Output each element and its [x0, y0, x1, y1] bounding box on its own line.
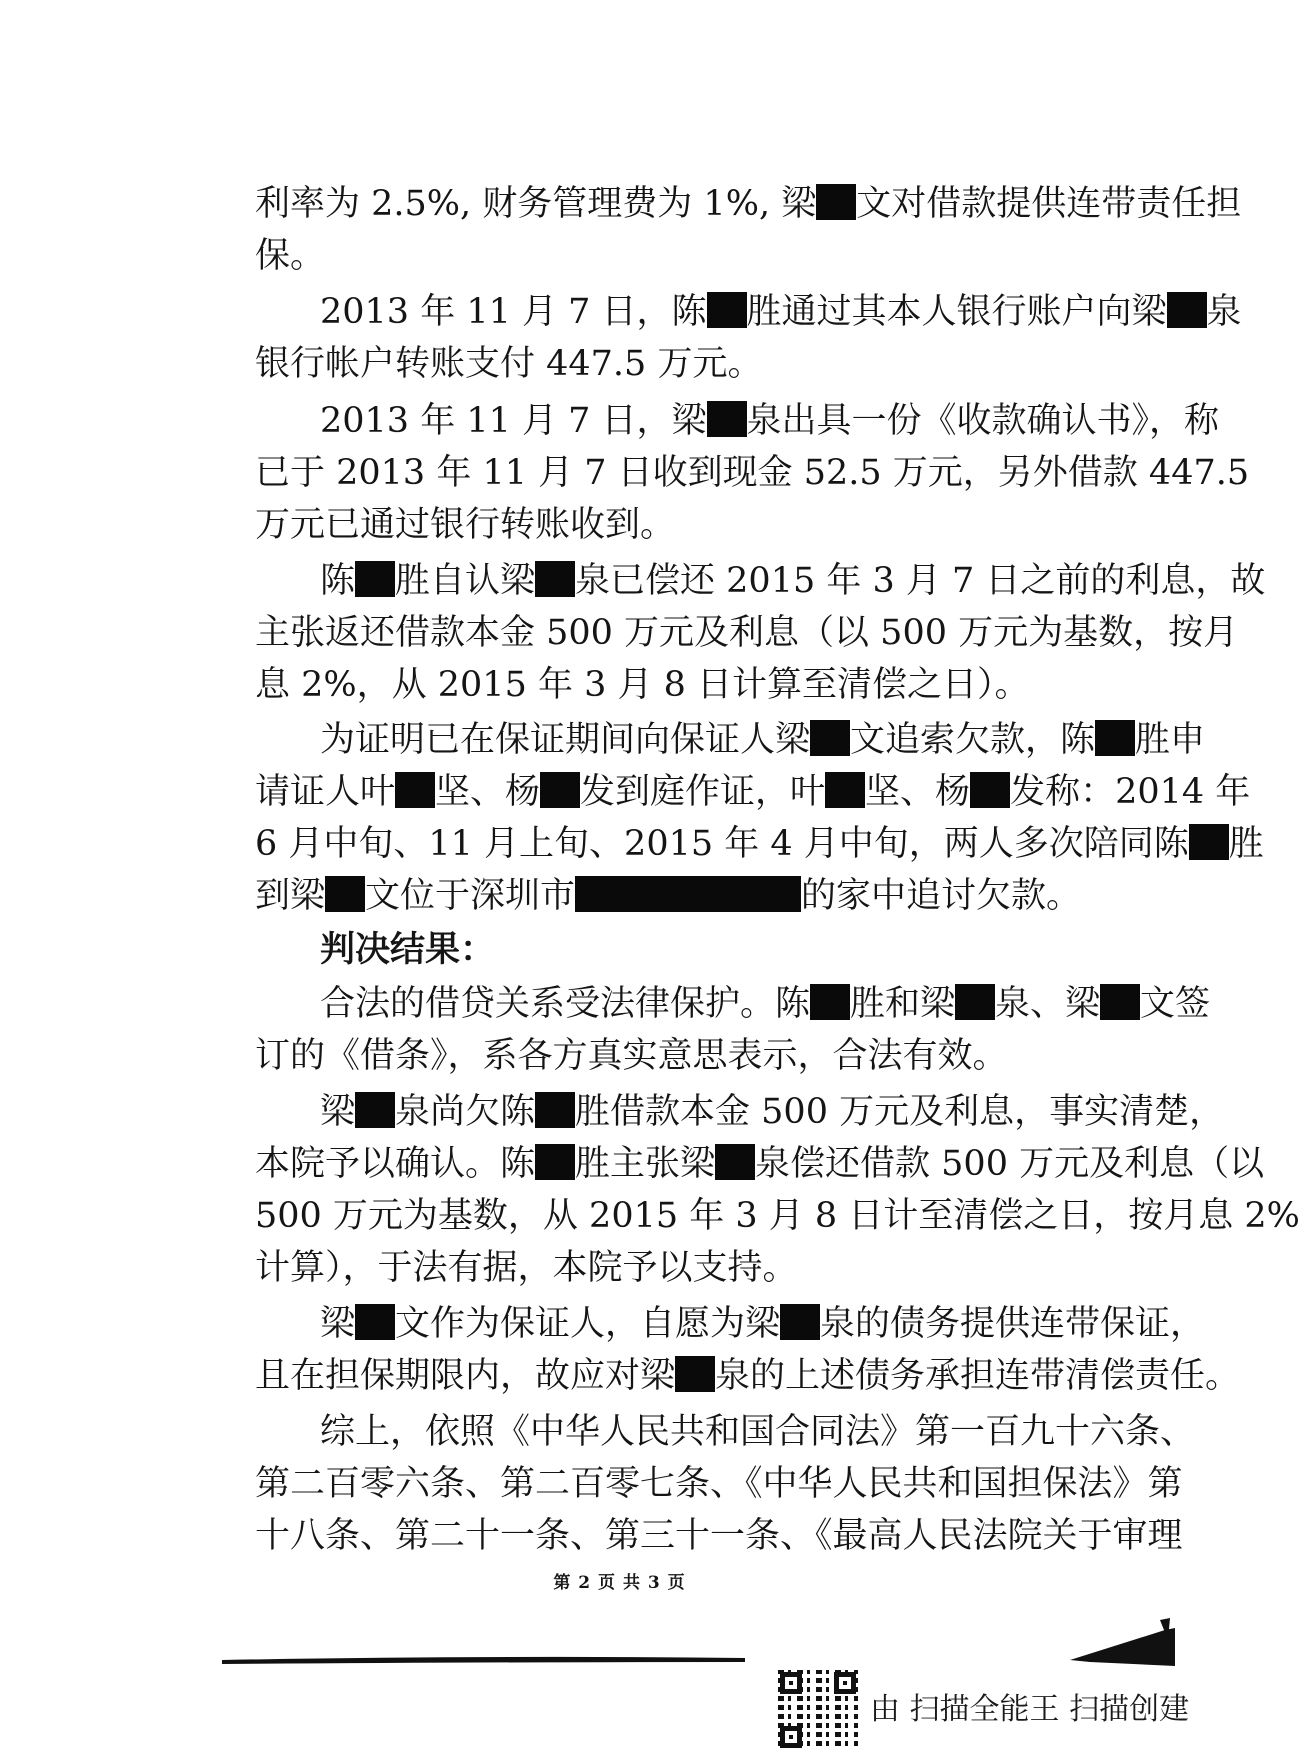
redaction-block — [355, 561, 395, 597]
redaction-block — [1100, 984, 1140, 1020]
text-line: 十八条、第二十一条、第三十一条、《最高人民法院关于审理 — [255, 1516, 1183, 1556]
text-line: 万元已通过银行转账收到。 — [255, 505, 676, 545]
scanner-watermark: 由 扫描全能王 扫描创建 — [870, 1692, 1190, 1727]
redaction-block — [535, 561, 575, 597]
redaction-block — [325, 876, 365, 912]
text-line: 请证人叶 坚、杨 发到庭作证，叶 坚、杨 发称：2014 年 — [255, 772, 1251, 812]
text-line: 500 万元为基数，从 2015 年 3 月 8 日计至清偿之日，按月息 2% — [255, 1196, 1300, 1236]
text-line: 息 2%，从 2015 年 3 月 8 日计算至清偿之日）。 — [255, 665, 1030, 705]
text-line: 6 月中旬、11 月上旬、2015 年 4 月中旬，两人多次陪同陈 胜 — [255, 824, 1264, 864]
redaction-block — [535, 1144, 575, 1180]
text-line: 主张返还借款本金 500 万元及利息（以 500 万元为基数，按月 — [255, 613, 1239, 653]
text-line: 梁 泉尚欠陈 胜借款本金 500 万元及利息，事实清楚， — [320, 1092, 1225, 1132]
redaction-block — [355, 1304, 395, 1340]
redaction-block — [810, 720, 850, 756]
text-line: 保。 — [255, 236, 326, 276]
redaction-block — [707, 292, 747, 328]
redaction-block — [780, 1304, 820, 1340]
section-heading: 判决结果： — [320, 929, 496, 970]
redaction-block — [355, 1092, 395, 1128]
redaction-block — [395, 772, 435, 808]
page-number: 第 2 页 共 3 页 — [553, 1573, 686, 1593]
qr-code-icon — [778, 1670, 858, 1750]
text-line: 到梁 文位于深圳市 的家中追讨欠款。 — [255, 876, 1082, 916]
redaction-block — [540, 772, 580, 808]
redaction-block — [707, 401, 747, 437]
redaction-block — [955, 984, 995, 1020]
text-line: 为证明已在保证期间向保证人梁 文追索欠款，陈 胜申 — [320, 720, 1206, 760]
text-line: 2013 年 11 月 7 日，陈 胜通过其本人银行账户向梁 泉 — [320, 292, 1242, 332]
text-line: 梁 文作为保证人，自愿为梁 泉的债务提供连带保证， — [320, 1304, 1206, 1344]
text-line: 已于 2013 年 11 月 7 日收到现金 52.5 万元，另外借款 447.5 — [255, 453, 1250, 493]
redaction-block — [535, 1092, 575, 1128]
redaction-block — [970, 772, 1010, 808]
text-line: 合法的借贷关系受法律保护。陈 胜和梁 泉、梁 文签 — [320, 984, 1211, 1024]
text-line: 2013 年 11 月 7 日，梁 泉出具一份《收款确认书》，称 — [320, 401, 1220, 441]
redaction-block — [1189, 824, 1229, 860]
redaction-block — [1167, 292, 1207, 328]
redaction-block — [715, 1144, 755, 1180]
text-line: 综上，依照《中华人民共和国合同法》第一百九十六条、 — [320, 1412, 1196, 1452]
text-line: 且在担保期限内，故应对梁 泉的上述债务承担连带清偿责任。 — [255, 1356, 1241, 1396]
redaction-block — [675, 1356, 715, 1392]
scan-artifact — [0, 1600, 1239, 1680]
redaction-block — [575, 876, 801, 912]
redaction-block — [825, 772, 865, 808]
text-line: 银行帐户转账支付 447.5 万元。 — [255, 344, 763, 384]
text-line: 利率为 2.5%, 财务管理费为 1%, 梁 文对借款提供连带责任担 — [255, 184, 1242, 224]
text-line: 计算），于法有据，本院予以支持。 — [255, 1248, 798, 1288]
redaction-block — [1095, 720, 1135, 756]
text-line: 订的《借条》，系各方真实意思表示，合法有效。 — [255, 1036, 1008, 1076]
redaction-block — [816, 184, 856, 220]
text-line: 陈 胜自认梁 泉已偿还 2015 年 3 月 7 日之前的利息，故 — [320, 561, 1266, 601]
text-line: 本院予以确认。陈 胜主张梁 泉偿还借款 500 万元及利息（以 — [255, 1144, 1265, 1184]
text-line: 第二百零六条、第二百零七条、《中华人民共和国担保法》第 — [255, 1464, 1183, 1504]
redaction-block — [810, 984, 850, 1020]
